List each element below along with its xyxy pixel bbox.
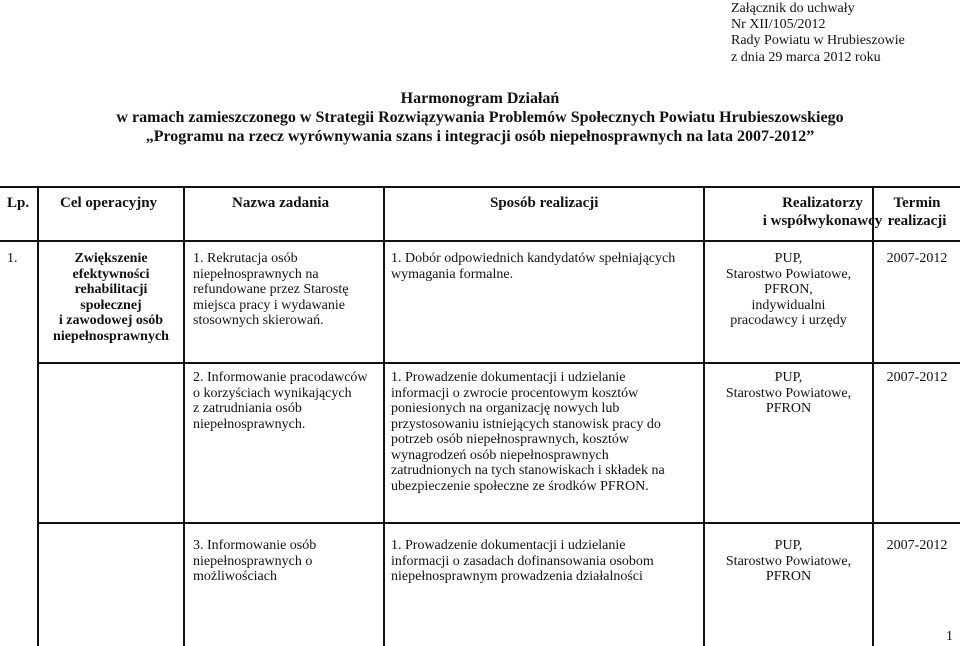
annex-line: Rady Powiatu w Hrubieszowie <box>731 33 905 49</box>
task-1-method: 1. Dobór odpowiednich kandydatów spełniających wymagania formalne. <box>391 251 676 282</box>
annex-line: z dnia 29 marca 2012 roku <box>731 49 881 65</box>
annex-note <box>731 1 905 66</box>
task-1-name: 1. Rekrutacja osób niepełnosprawnych na refundowane przez Starostę miejsca pracy i wydawanie stosownych skierowań. <box>193 251 349 328</box>
row-divider <box>38 522 960 524</box>
header-nazwa-zadania: Nazwa zadania <box>232 195 330 211</box>
header-termin: Termin realizacji <box>887 195 947 229</box>
annex-line: Nr XII/105/2012 <box>731 17 826 33</box>
task-2-name: 2. Informowanie pracodawców o korzyściach wynikających z zatrudniania osób niepełnosprawnych. <box>193 370 368 432</box>
page-number: 1 <box>946 629 953 644</box>
row-divider <box>38 362 960 364</box>
task-2-executors: PUP, Starostwo Powiatowe, PFRON <box>725 370 852 416</box>
header-realizatorzy: Realizatorzy i współwykonawcy <box>762 195 883 229</box>
column-divider <box>183 186 185 646</box>
task-3-deadline: 2007-2012 <box>886 538 948 553</box>
annex-line: Załącznik do uchwały <box>731 1 855 16</box>
document-title <box>0 89 960 146</box>
title-line-1: Harmonogram Działań <box>400 90 560 107</box>
title-line-3: „Programu na rzecz wyrównywania szans i integracji osób niepełnosprawnych na lata 2007-2012” <box>145 128 815 145</box>
header-lp: Lp. <box>7 195 30 211</box>
task-2-method: 1. Prowadzenie dokumentacji i udzielanie informacji o zwrocie procentowym kosztów poniesionych na organizację nowych lub przystosowaniu istniejących stanowisk pracy do potrzeb osób niepełnosprawnych, kosztów wynagrodzeń osób niepełnosprawnych zatrudnionych na tych stanowiskach i składek na ubezpieczenie społeczne ze środków PFRON. <box>391 370 665 494</box>
task-3-method: 1. Prowadzenie dokumentacji i udzielanie informacji o zasadach dofinansowania osobom niepełnosprawnym prowadzenia działalności <box>391 538 654 584</box>
goal-cel-operacyjny: Zwiększenie efektywności rehabilitacji społecznej i zawodowej osób niepełnosprawnych <box>53 251 169 344</box>
header-cel-operacyjny: Cel operacyjny <box>60 195 158 211</box>
table-border-top <box>0 186 960 188</box>
table-header-divider <box>0 240 960 242</box>
task-1-executors: PUP, Starostwo Powiatowe, PFRON, indywidualni pracodawcy i urzędy <box>725 251 852 328</box>
goal-lp: 1. <box>7 251 18 266</box>
task-3-executors: PUP, Starostwo Powiatowe, PFRON <box>725 538 852 584</box>
task-3-name: 3. Informowanie osób niepełnosprawnych o możliwościach <box>193 538 317 584</box>
column-divider <box>383 186 385 646</box>
header-sposob-realizacji: Sposób realizacji <box>490 195 599 211</box>
title-line-2: w ramach zamieszczonego w Strategii Rozwiązywania Problemów Społecznych Powiatu Hrubieszowskiego <box>116 109 844 126</box>
task-1-deadline: 2007-2012 <box>886 251 948 266</box>
task-2-deadline: 2007-2012 <box>886 370 948 385</box>
